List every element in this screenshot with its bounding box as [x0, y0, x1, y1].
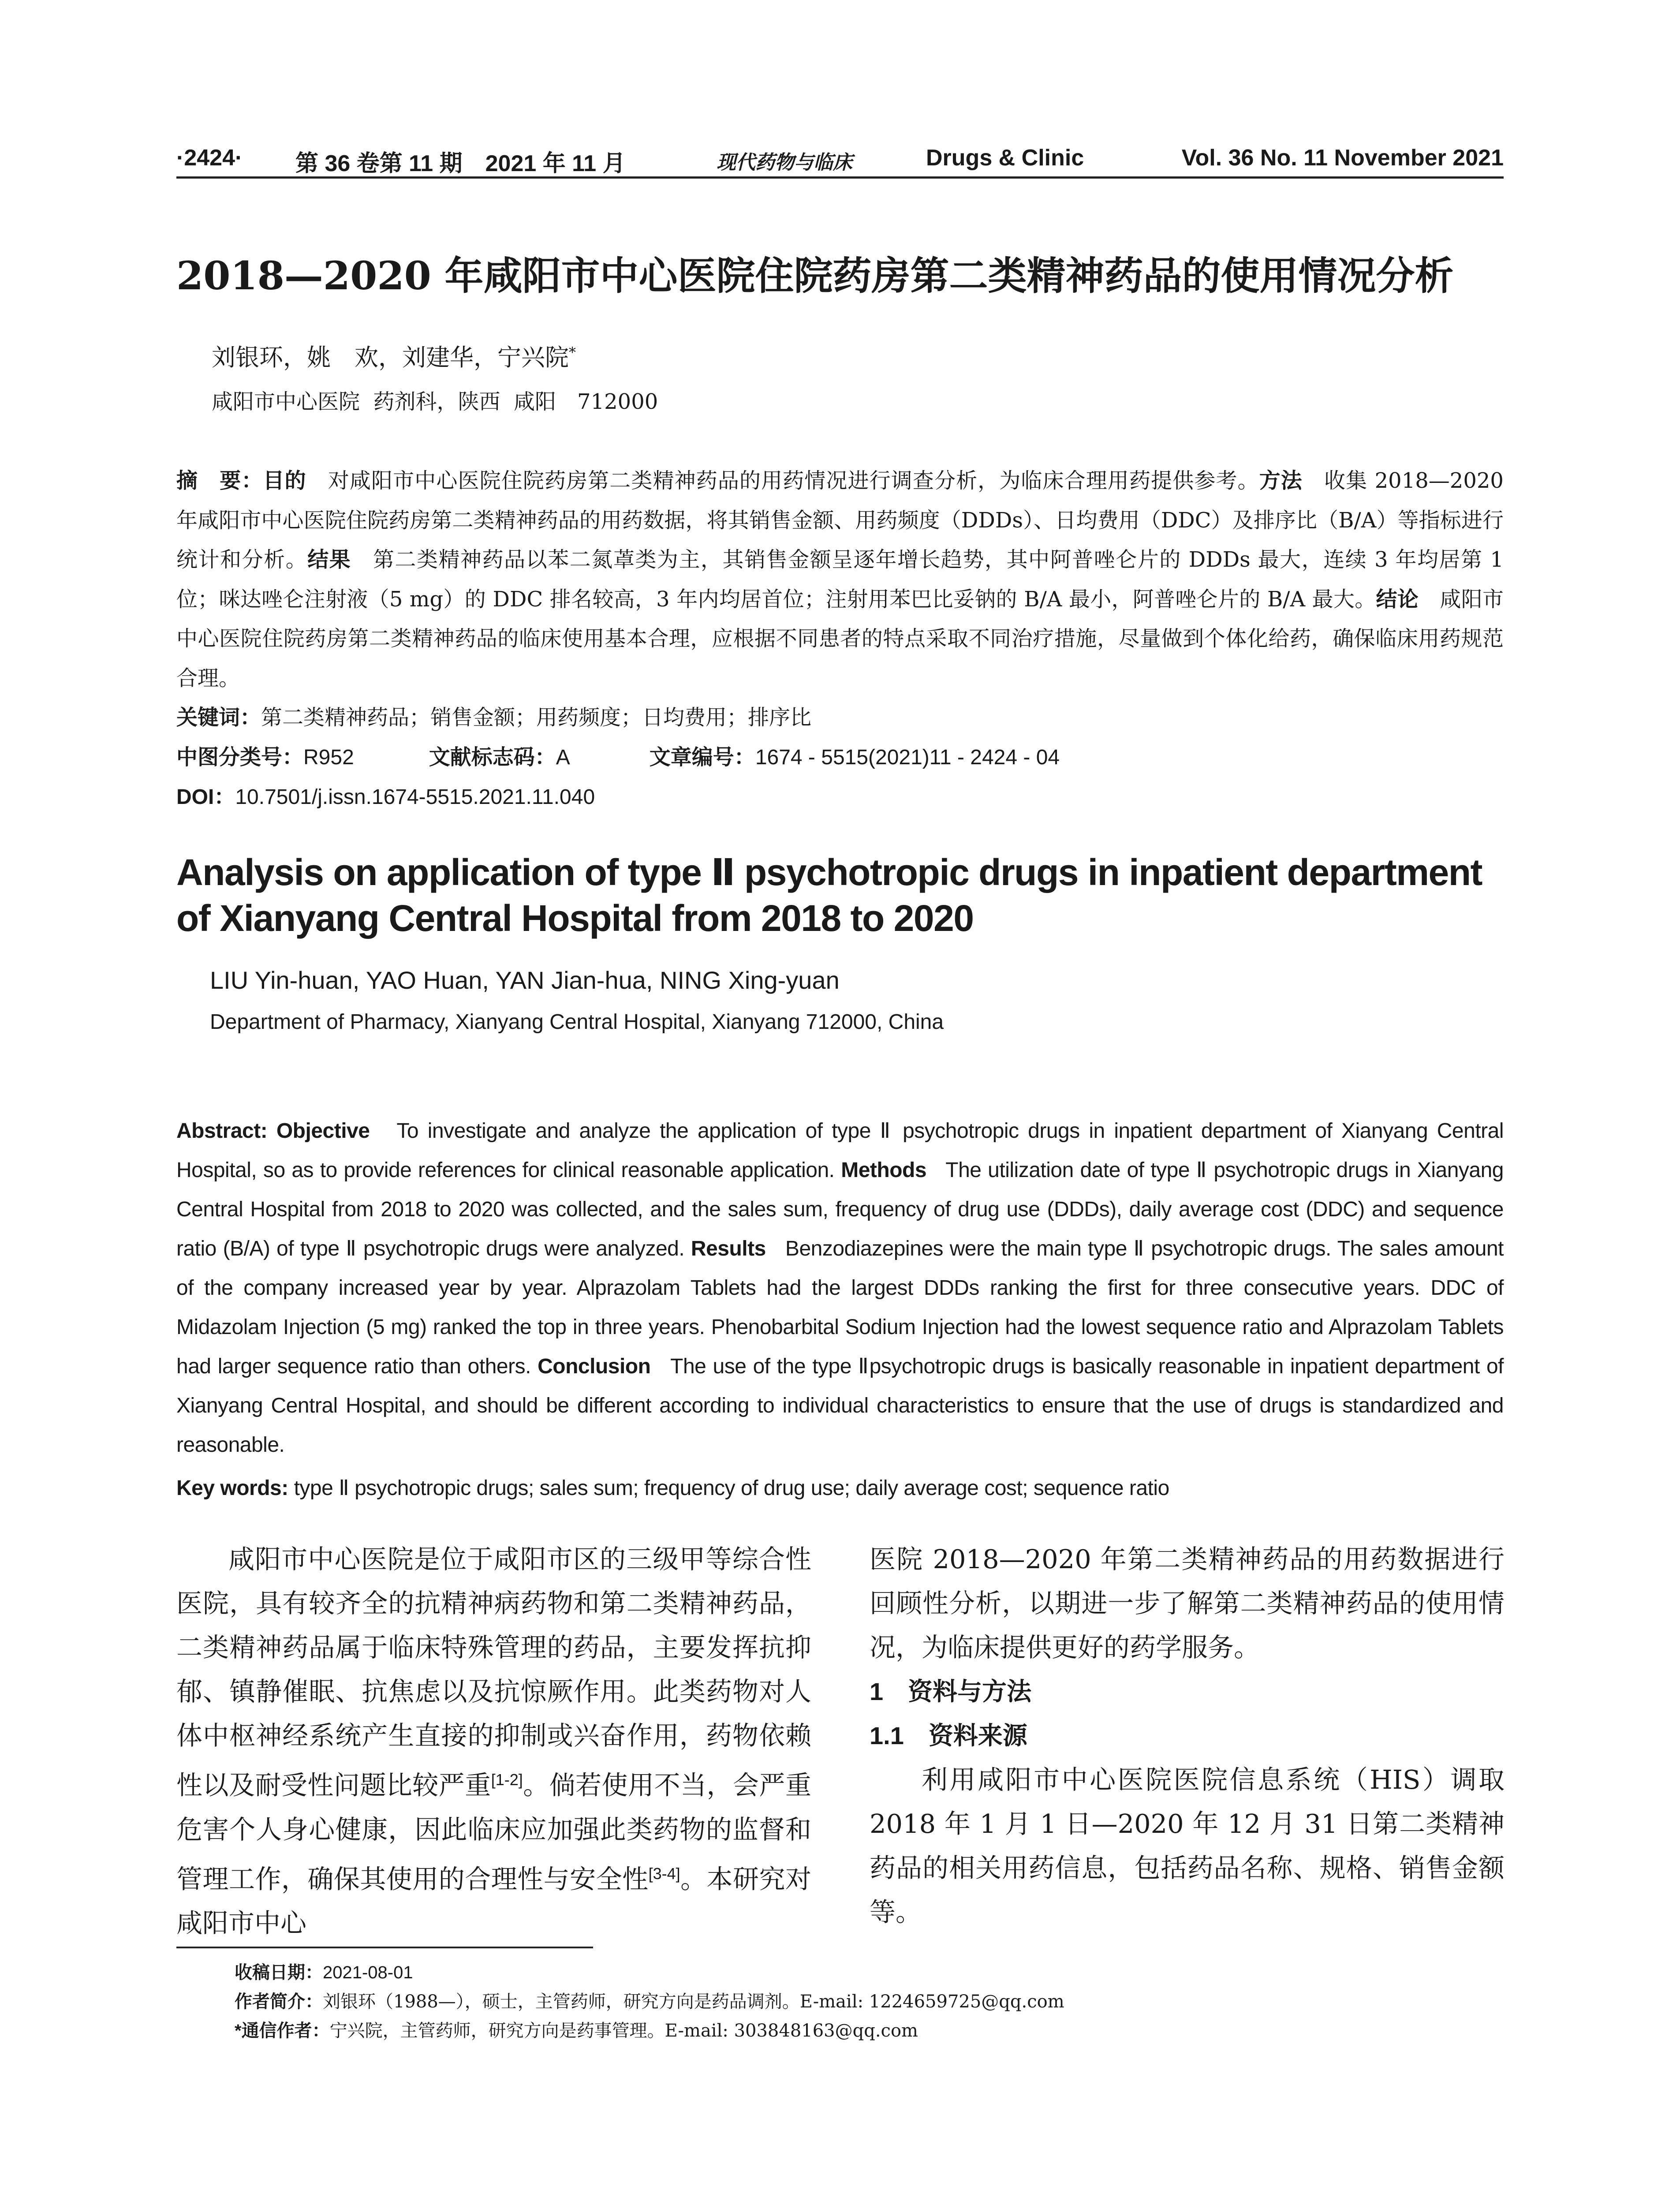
- results-text-cn: 第二类精神药品以苯二氮䓬类为主，其销售金额呈逐年增长趋势，其中阿普唑仑片的 DDDs 最大，连续 3 年均居第 1 位；咪达唑仑注射液（5 mg）的 DDC 排名较高，3 年内均居首位；注射用苯巴比妥钠的 B/A 最小，阿普唑仑片的 B/A 最大。: [176, 547, 1504, 612]
- abstract-en: [176, 1111, 1504, 1465]
- objective-text-cn: 对咸阳市中心医院住院药房第二类精神药品的用药情况进行调查分析，为临床合理用药提供参考。: [328, 468, 1259, 493]
- journal-name-cn: 现代药物与临床: [717, 151, 852, 174]
- objective-label-en: Objective: [276, 1119, 370, 1143]
- received-date: 2021-08-01: [323, 1963, 413, 1982]
- intro-paragraph: [176, 1537, 811, 1945]
- doi-row: [176, 777, 1504, 817]
- results-label-en: Results: [691, 1237, 766, 1260]
- page-number: ·2424·: [176, 145, 243, 171]
- objective-label-cn: 目的: [263, 469, 306, 493]
- running-header: [176, 140, 1504, 176]
- authors-cn: [212, 339, 576, 373]
- methods-text-cn: 收集 2018—2020 年咸阳市中心医院住院药房第二类精神药品的用药数据，将其销售金额、用药频度（DDDs）、日均费用（DDC）及排序比（B/A）等指标进行统计和分析。: [176, 468, 1504, 572]
- keywords-en: [176, 1469, 1504, 1508]
- section-1-heading: 1 资料与方法: [870, 1678, 1032, 1705]
- citation-3-4[interactable]: [3-4]: [648, 1864, 680, 1883]
- intro-continued: 医院 2018—2020 年第二类精神药品的用药数据进行回顾性分析，以期进一步了解第二类精神药品的使用情况，为临床提供更好的药学服务。: [870, 1544, 1505, 1663]
- methods-label-cn: 方法: [1259, 469, 1303, 493]
- keywords-en-label: Key words:: [176, 1476, 288, 1500]
- intro-text-2: 。倘若使用不当，会严重危害个人身心健康，因此临床应加强此类药物的监督和管理工作，确保其使用的合理性与安全性: [176, 1770, 811, 1895]
- section-1-1-heading: 1.1 资料来源: [870, 1722, 1027, 1749]
- issue-info-cn: 第 36 卷第 11 期 2021 年 11 月: [295, 151, 626, 176]
- doi-label: DOI：: [176, 785, 235, 809]
- body-column-right: [870, 1537, 1505, 1934]
- corresponding-mark: *: [569, 344, 576, 361]
- clc-label: 中图分类号：: [176, 746, 304, 769]
- keywords-en-text: type Ⅱ psychotropic drugs; sales sum; frequency of drug use; daily average cost; sequence ratio: [294, 1476, 1169, 1500]
- body-column-left: [176, 1537, 811, 1945]
- article-no-label: 文章编号：: [649, 746, 755, 769]
- clc-value: R952: [303, 746, 354, 769]
- title-cn: 2018—2020 年咸阳市中心医院住院药房第二类精神药品的使用情况分析: [176, 253, 1454, 299]
- corresponding-text: 宁兴院，主管药师，研究方向是药事管理。E-mail: 303848163@qq.com: [329, 2021, 918, 2041]
- article-no-value: 1674 - 5515(2021)11 - 2424 - 04: [755, 746, 1060, 769]
- abstract-en-label: Abstract:: [176, 1119, 268, 1143]
- footnote-author-bio: [235, 1987, 1064, 2016]
- header-rule: [176, 176, 1504, 179]
- footnote-received: [235, 1958, 1064, 1987]
- classification-row: [176, 737, 1504, 777]
- corresponding-label: *通信作者：: [235, 2021, 330, 2041]
- footnote-corresponding: [235, 2016, 1064, 2045]
- affiliation-en: Department of Pharmacy, Xianyang Central Hospital, Xianyang 712000, China: [210, 1010, 944, 1034]
- intro-text-1: 咸阳市中心医院是位于咸阳市区的三级甲等综合性医院，具有较齐全的抗精神病药物和第二类精神药品，二类精神药品属于临床特殊管理的药品，主要发挥抗抑郁、镇静催眠、抗焦虑以及抗惊厥作用。此类药物对人体中枢神经系统产生直接的抑制或兴奋作用，药物依赖性以及耐受性问题比较严重: [176, 1544, 811, 1801]
- section-1-1-text: 利用咸阳市中心医院医院信息系统（HIS）调取 2018 年 1 月 1 日—2020 年 12 月 31 日第二类精神药品的相关用药信息，包括药品名称、规格、销售金额等。: [870, 1764, 1505, 1927]
- received-label: 收稿日期：: [235, 1963, 323, 1982]
- conclusion-text-en: The use of the type Ⅱpsychotropic drugs is basically reasonable in inpatient department of Xianyang Central Hospital, and should be different according to individual characteristics to ensure that the use of drugs is standardized and reasonable.: [176, 1355, 1504, 1457]
- keywords-cn: [176, 698, 1504, 738]
- abstract-cn-label: 摘 要：: [176, 469, 263, 493]
- abstract-cn: [176, 461, 1504, 698]
- footnote-rule: [176, 1947, 593, 1948]
- keywords-cn-label: 关键词：: [176, 706, 261, 729]
- bio-label: 作者简介：: [235, 1992, 323, 2011]
- issue-info-en: Vol. 36 No. 11 November 2021: [1181, 145, 1504, 171]
- results-text-en: Benzodiazepines were the main type Ⅱ psychotropic drugs. The sales amount of the company increased year by year. Alprazolam Tablets had the largest DDDs ranking the first for three consecutive years. DDC of Midazolam Injection (5 mg) ranked the top in three years. Phenobarbital Sodium Injection had the lowest sequence ratio and Alprazolam Tablets had larger sequence ratio than others.: [176, 1237, 1504, 1378]
- conclusion-text-cn: 咸阳市中心医院住院药房第二类精神药品的临床使用基本合理，应根据不同患者的特点采取不同治疗措施，尽量做到个体化给药，确保临床用药规范合理。: [176, 587, 1504, 691]
- keywords-cn-text: 第二类精神药品；销售金额；用药频度；日均费用；排序比: [261, 705, 812, 730]
- doc-code-label: 文献标志码：: [429, 746, 556, 769]
- authors-cn-names: 刘银环，姚 欢，刘建华，宁兴院: [212, 344, 569, 371]
- citation-1-2[interactable]: [1-2]: [491, 1771, 523, 1789]
- bio-text: 刘银环（1988—），硕士，主管药师，研究方向是药品调剂。E-mail: 1224659725@qq.com: [323, 1992, 1064, 2012]
- affiliation-cn: 咸阳市中心医院 药剂科，陕西 咸阳 712000: [212, 389, 658, 414]
- journal-name-en: Drugs & Clinic: [926, 145, 1084, 171]
- results-label-cn: 结果: [307, 548, 351, 572]
- footnotes: [235, 1958, 1064, 2045]
- conclusion-label-en: Conclusion: [538, 1355, 651, 1378]
- title-en: Analysis on application of type Ⅱ psychotropic drugs in inpatient department of Xianyang Central Hospital from 2018 to 2020: [176, 852, 1482, 939]
- objective-text-en: To investigate and analyze the application of type Ⅱ psychotropic drugs in inpatient department of Xianyang Central Hospital, so as to provide references for clinical reasonable application.: [176, 1119, 1504, 1182]
- methods-label-en: Methods: [841, 1159, 927, 1182]
- intro-text-3a: 。本研究对咸阳市中心: [176, 1864, 811, 1939]
- methods-text-en: The utilization date of type Ⅱ psychotropic drugs in Xianyang Central Hospital from 2018 to 2020 was collected, and the sales sum, frequency of drug use (DDDs), daily average cost (DDC) and sequence ratio (B/A) of type Ⅱ psychotropic drugs were analyzed.: [176, 1159, 1504, 1260]
- doi-value[interactable]: 10.7501/j.issn.1674-5515.2021.11.040: [235, 785, 595, 809]
- doc-code-value: A: [556, 746, 570, 769]
- conclusion-label-cn: 结论: [1376, 587, 1419, 611]
- authors-en: LIU Yin-huan, YAO Huan, YAN Jian-hua, NING Xing-yuan: [210, 966, 840, 994]
